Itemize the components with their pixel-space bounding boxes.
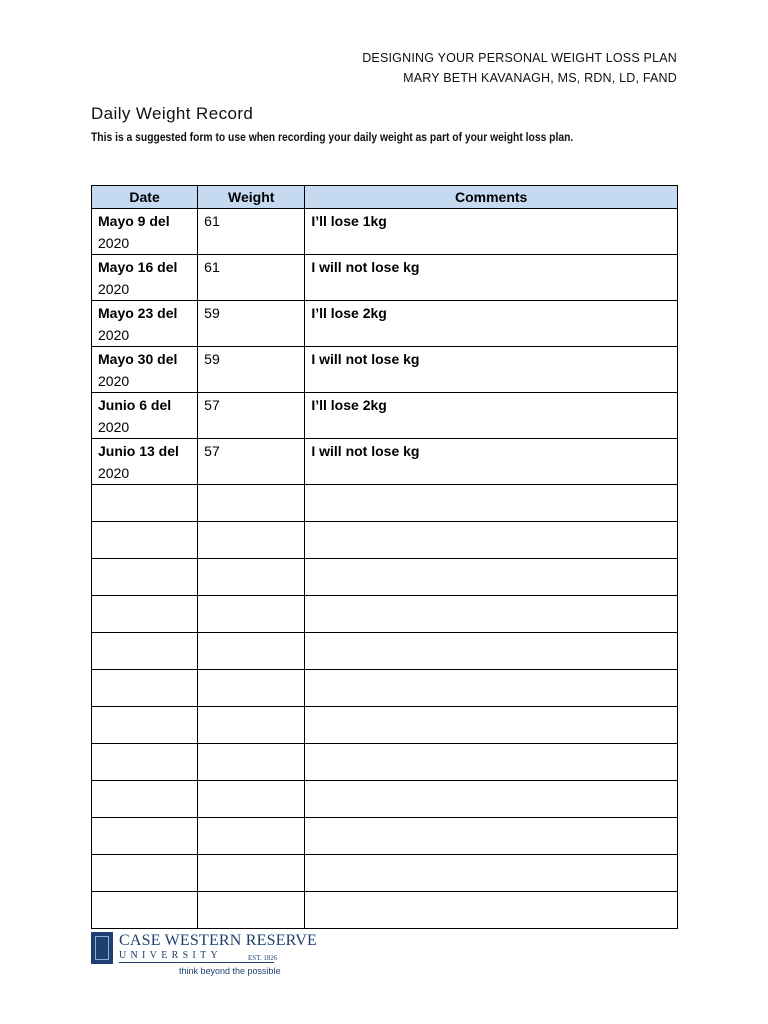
date-text: Mayo 30 del (98, 351, 178, 367)
empty-date-cell[interactable] (92, 744, 198, 781)
empty-date-cell[interactable] (92, 818, 198, 855)
empty-table-row (92, 485, 678, 522)
weight-cell[interactable]: 61 (198, 209, 305, 255)
table-row (92, 255, 678, 301)
empty-table-row (92, 744, 678, 781)
empty-table-row (92, 522, 678, 559)
case-western-reserve-logo (91, 930, 317, 978)
empty-weight-cell[interactable] (198, 707, 305, 744)
empty-comment-cell[interactable] (305, 522, 678, 559)
year-text: 2020 (98, 235, 130, 251)
empty-date-cell[interactable] (92, 596, 198, 633)
page-title: Daily Weight Record (91, 104, 254, 123)
date-text: Mayo 23 del (98, 305, 178, 321)
weight-cell[interactable]: 61 (198, 255, 305, 301)
empty-date-cell[interactable] (92, 670, 198, 707)
table-row (92, 209, 678, 255)
weight-record-table (91, 185, 678, 929)
weight-cell[interactable]: 59 (198, 301, 305, 347)
year-text: 2020 (98, 281, 130, 297)
empty-weight-cell[interactable] (198, 855, 305, 892)
empty-weight-cell[interactable] (198, 781, 305, 818)
date-cell[interactable] (92, 393, 198, 439)
table-row (92, 393, 678, 439)
date-text: Junio 6 del (98, 397, 172, 413)
empty-weight-cell[interactable] (198, 744, 305, 781)
empty-comment-cell[interactable] (305, 633, 678, 670)
date-cell[interactable] (92, 209, 198, 255)
empty-weight-cell[interactable] (198, 485, 305, 522)
empty-comment-cell[interactable] (305, 707, 678, 744)
empty-table-row (92, 781, 678, 818)
weight-cell[interactable]: 57 (198, 393, 305, 439)
empty-date-cell[interactable] (92, 485, 198, 522)
empty-table-row (92, 892, 678, 929)
page-subtitle: This is a suggested form to use when recording your daily weight as part of your weight loss plan. (91, 130, 574, 144)
empty-date-cell[interactable] (92, 855, 198, 892)
column-header-weight: Weight (198, 186, 305, 209)
date-cell[interactable] (92, 439, 198, 485)
empty-table-row (92, 818, 678, 855)
empty-table-row (92, 855, 678, 892)
column-header-comments: Comments (305, 186, 678, 209)
comment-cell[interactable]: I will not lose kg (305, 347, 678, 393)
comment-cell[interactable]: I will not lose kg (305, 439, 678, 485)
comment-cell[interactable]: I’ll lose 2kg (305, 301, 678, 347)
year-text: 2020 (98, 327, 130, 343)
empty-weight-cell[interactable] (198, 633, 305, 670)
date-text: Mayo 16 del (98, 259, 178, 275)
empty-table-row (92, 633, 678, 670)
comment-cell[interactable]: I will not lose kg (305, 255, 678, 301)
empty-date-cell[interactable] (92, 522, 198, 559)
empty-comment-cell[interactable] (305, 892, 678, 929)
empty-weight-cell[interactable] (198, 670, 305, 707)
empty-table-row (92, 596, 678, 633)
empty-comment-cell[interactable] (305, 559, 678, 596)
empty-date-cell[interactable] (92, 633, 198, 670)
logo-name: CASE WESTERN RESERVE (119, 932, 317, 949)
weight-cell[interactable]: 57 (198, 439, 305, 485)
comment-cell[interactable]: I’ll lose 2kg (305, 393, 678, 439)
empty-table-row (92, 559, 678, 596)
header-line-2: MARY BETH KAVANAGH, MS, RDN, LD, FAND (403, 71, 677, 85)
logo-rule (119, 962, 274, 963)
date-cell[interactable] (92, 347, 198, 393)
empty-date-cell[interactable] (92, 781, 198, 818)
table-row (92, 347, 678, 393)
empty-date-cell[interactable] (92, 892, 198, 929)
header-line-1: DESIGNING YOUR PERSONAL WEIGHT LOSS PLAN (362, 51, 677, 65)
weight-cell[interactable]: 59 (198, 347, 305, 393)
empty-comment-cell[interactable] (305, 818, 678, 855)
empty-date-cell[interactable] (92, 559, 198, 596)
empty-weight-cell[interactable] (198, 559, 305, 596)
document-header (362, 48, 677, 88)
date-text: Mayo 9 del (98, 213, 170, 229)
logo-tagline: think beyond the possible (179, 966, 281, 976)
column-header-date: Date (92, 186, 198, 209)
date-cell[interactable] (92, 301, 198, 347)
empty-comment-cell[interactable] (305, 855, 678, 892)
year-text: 2020 (98, 465, 130, 481)
empty-comment-cell[interactable] (305, 485, 678, 522)
logo-est: EST. 1826 (248, 954, 278, 962)
empty-weight-cell[interactable] (198, 818, 305, 855)
empty-table-row (92, 707, 678, 744)
university-seal-icon (91, 932, 113, 964)
logo-university: UNIVERSITY (119, 950, 222, 961)
empty-table-row (92, 670, 678, 707)
year-text: 2020 (98, 419, 130, 435)
empty-weight-cell[interactable] (198, 892, 305, 929)
table-row (92, 439, 678, 485)
year-text: 2020 (98, 373, 130, 389)
empty-comment-cell[interactable] (305, 670, 678, 707)
empty-weight-cell[interactable] (198, 596, 305, 633)
comment-cell[interactable]: I’ll lose 1kg (305, 209, 678, 255)
empty-comment-cell[interactable] (305, 596, 678, 633)
table-row (92, 301, 678, 347)
empty-weight-cell[interactable] (198, 522, 305, 559)
date-text: Junio 13 del (98, 443, 179, 459)
table-header-row (92, 186, 678, 209)
empty-date-cell[interactable] (92, 707, 198, 744)
empty-comment-cell[interactable] (305, 744, 678, 781)
date-cell[interactable] (92, 255, 198, 301)
empty-comment-cell[interactable] (305, 781, 678, 818)
